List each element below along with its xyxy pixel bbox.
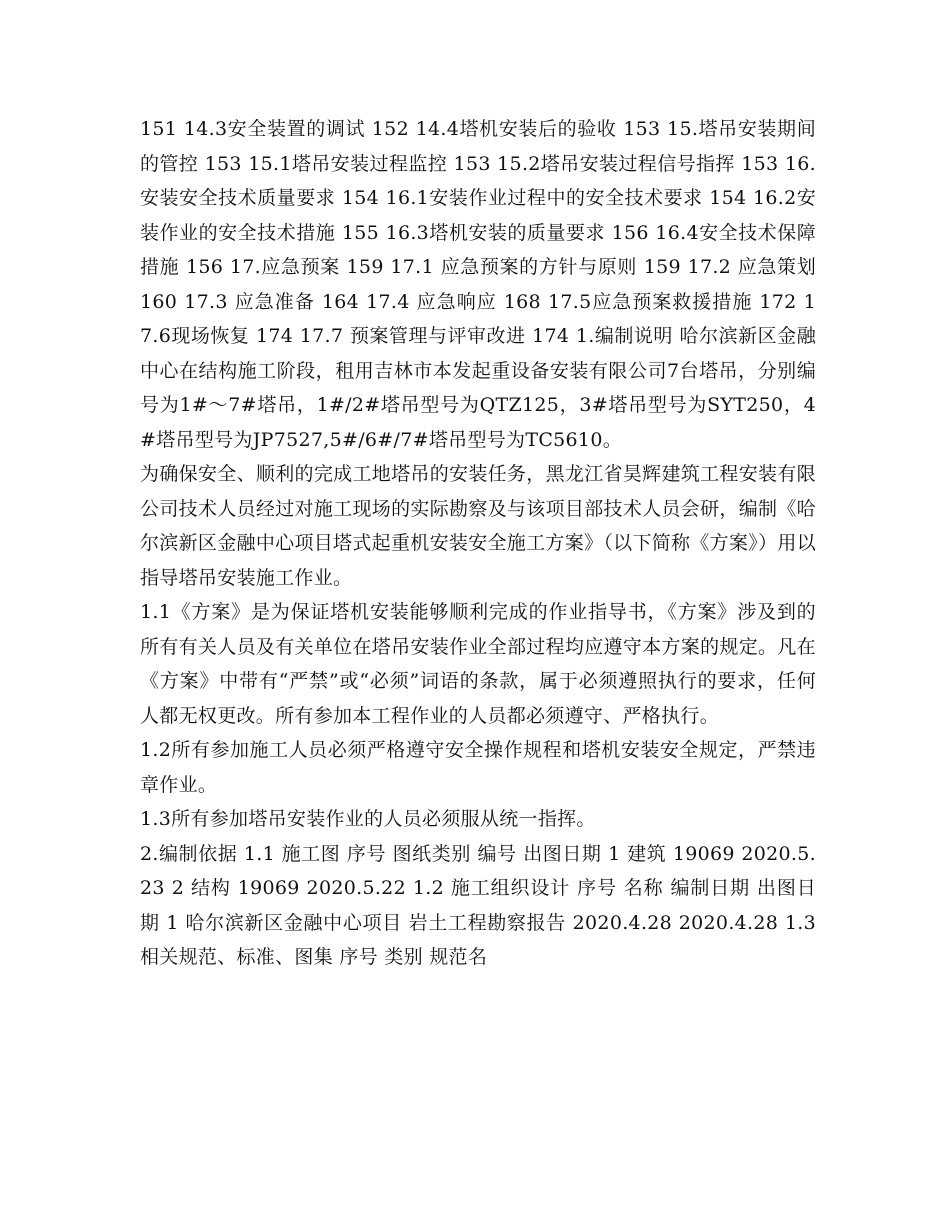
toc-and-intro-paragraph: 151 14.3安全装置的调试 152 14.4塔机安装后的验收 153 15.塔吊安装期间的管控 153 15.1塔吊安装过程监控 153 15.2塔吊安装过程信号指挥 153 16.安装安全技术质量要求 154 16.1安装作业过程中的安全技术要求 154 16.2安装作业的安全技术措施 155 16.3塔机安装的质量要求 156 16.4安全技术保障措施 156 17.应急预案 159 17.1 应急预案的方针与原则 159 17.2 应急策划 160 17.3 应急准备 164 17.4 应急响应 168 17.5应急预案救援措施 172 17.6现场恢复 174 17.7 预案管理与评审改进 174 1.编制说明 哈尔滨新区金融中心在结构施工阶段，租用吉林市本发起重设备安装有限公司7台塔吊，分别编号为1#～7#塔吊，1#/2#塔吊型号为QTZ125，3#塔吊型号为SYT250，4#塔吊型号为JP7527,5#/6#/7#塔吊型号为TC5610。: [140, 118, 816, 451]
basis-paragraph: 2.编制依据 1.1 施工图 序号 图纸类别 编号 出图日期 1 建筑 19069 2020.5.23 2 结构 19069 2020.5.22 1.2 施工组织设计 序号 名称 编制日期 出图日期 1 哈尔滨新区金融中心项目 岩土工程勘察报告 2020.4.28 2020.4.28 1.3 相关规范、标准、图集 序号 类别 规范名: [140, 842, 816, 968]
clause-1-1-paragraph: 1.1《方案》是为保证塔机安装能够顺利完成的作业指导书，《方案》涉及到的所有有关人员及有关单位在塔吊安装作业全部过程均应遵守本方案的规定。凡在《方案》中带有“严禁”或“必须”词语的条款，属于必须遵照执行的要求，任何人都无权更改。所有参加本工程作业的人员都必须遵守、严格执行。: [140, 601, 816, 727]
clause-1-3-paragraph: 1.3所有参加塔吊安装作业的人员必须服从统一指挥。: [140, 808, 596, 830]
clause-1-2-paragraph: 1.2所有参加施工人员必须严格遵守安全操作规程和塔机安装安全规定，严禁违章作业。: [140, 739, 816, 796]
document-page: [140, 112, 816, 975]
purpose-paragraph: 为确保安全、顺利的完成工地塔吊的安装任务，黑龙江省昊辉建筑工程安装有限公司技术人员经过对施工现场的实际勘察及与该项目部技术人员会研，编制《哈尔滨新区金融中心项目塔式起重机安装安全施工方案》（以下简称《方案》）用以指导塔吊安装施工作业。: [140, 463, 816, 589]
